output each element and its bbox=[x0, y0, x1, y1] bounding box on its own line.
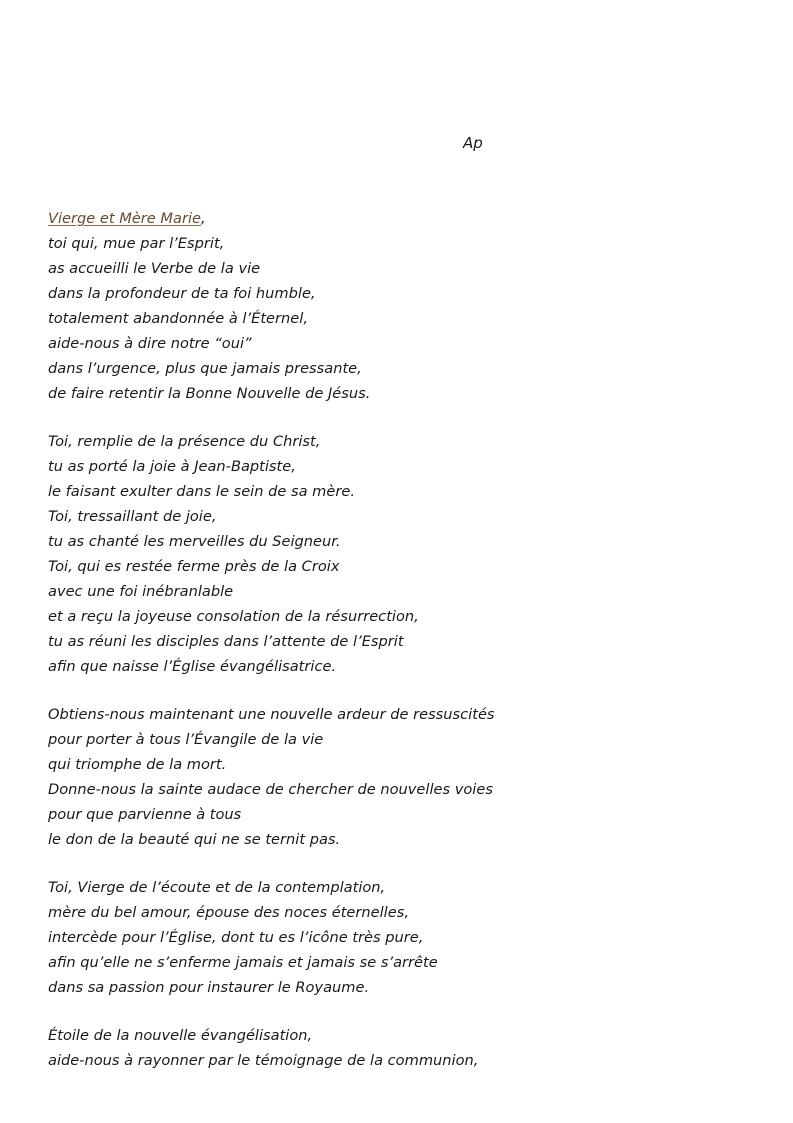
poem-line: tu as chanté les merveilles du Seigneur. bbox=[48, 533, 341, 550]
stanza-5 bbox=[48, 1023, 748, 1073]
poem-line: aide-nous à dire notre “oui” bbox=[48, 335, 252, 352]
poem-line: afin qu’elle ne s’enferme jamais et jamais se s’arrête bbox=[48, 954, 438, 971]
poem-line: as accueilli le Verbe de la vie bbox=[48, 260, 261, 277]
poem-line: dans sa passion pour instaurer le Royaume. bbox=[48, 979, 370, 996]
poem-line: totalement abandonnée à l’Éternel, bbox=[48, 310, 308, 327]
poem-line: qui triomphe de la mort. bbox=[48, 756, 227, 773]
stanza-3 bbox=[48, 702, 748, 852]
title-link[interactable]: Vierge et Mère Marie bbox=[48, 210, 201, 227]
poem-line: Toi, remplie de la présence du Christ, bbox=[48, 433, 321, 450]
poem-line: dans l’urgence, plus que jamais pressante, bbox=[48, 360, 362, 377]
poem-line: Donne-nous la sainte audace de chercher de nouvelles voies bbox=[48, 781, 493, 798]
stanza-4 bbox=[48, 875, 748, 1000]
poem-line: aide-nous à rayonner par le témoignage de la communion, bbox=[48, 1052, 479, 1069]
poem-line: avec une foi inébranlable bbox=[48, 583, 234, 600]
poem bbox=[48, 206, 748, 1096]
poem-line: pour que parvienne à tous bbox=[48, 806, 242, 823]
poem-line: Toi, qui es restée ferme près de la Croix bbox=[48, 558, 340, 575]
poem-line: tu as porté la joie à Jean-Baptiste, bbox=[48, 458, 296, 475]
poem-line: et a reçu la joyeuse consolation de la résurrection, bbox=[48, 608, 419, 625]
poem-line: dans la profondeur de ta foi humble, bbox=[48, 285, 316, 302]
poem-line: afin que naisse l’Église évangélisatrice. bbox=[48, 658, 337, 675]
poem-line: Étoile de la nouvelle évangélisation, bbox=[48, 1027, 313, 1044]
title-suffix: , bbox=[201, 210, 206, 227]
poem-line: Toi, Vierge de l’écoute et de la contemplation, bbox=[48, 879, 386, 896]
poem-line: Obtiens-nous maintenant une nouvelle ardeur de ressuscités bbox=[48, 706, 495, 723]
stanza-1 bbox=[48, 206, 748, 406]
poem-line: pour porter à tous l’Évangile de la vie bbox=[48, 731, 324, 748]
poem-line: Toi, tressaillant de joie, bbox=[48, 508, 217, 525]
poem-line: mère du bel amour, épouse des noces éternelles, bbox=[48, 904, 409, 921]
poem-line: toi qui, mue par l’Esprit, bbox=[48, 235, 225, 252]
header-reference: Ap bbox=[463, 134, 483, 152]
poem-title-line bbox=[48, 206, 748, 231]
poem-line: de faire retentir la Bonne Nouvelle de Jésus. bbox=[48, 385, 371, 402]
poem-line: le faisant exulter dans le sein de sa mère. bbox=[48, 483, 355, 500]
stanza-2 bbox=[48, 429, 748, 679]
poem-line: tu as réuni les disciples dans l’attente de l’Esprit bbox=[48, 633, 404, 650]
poem-line: le don de la beauté qui ne se ternit pas. bbox=[48, 831, 341, 848]
poem-line: intercède pour l’Église, dont tu es l’icône très pure, bbox=[48, 929, 424, 946]
